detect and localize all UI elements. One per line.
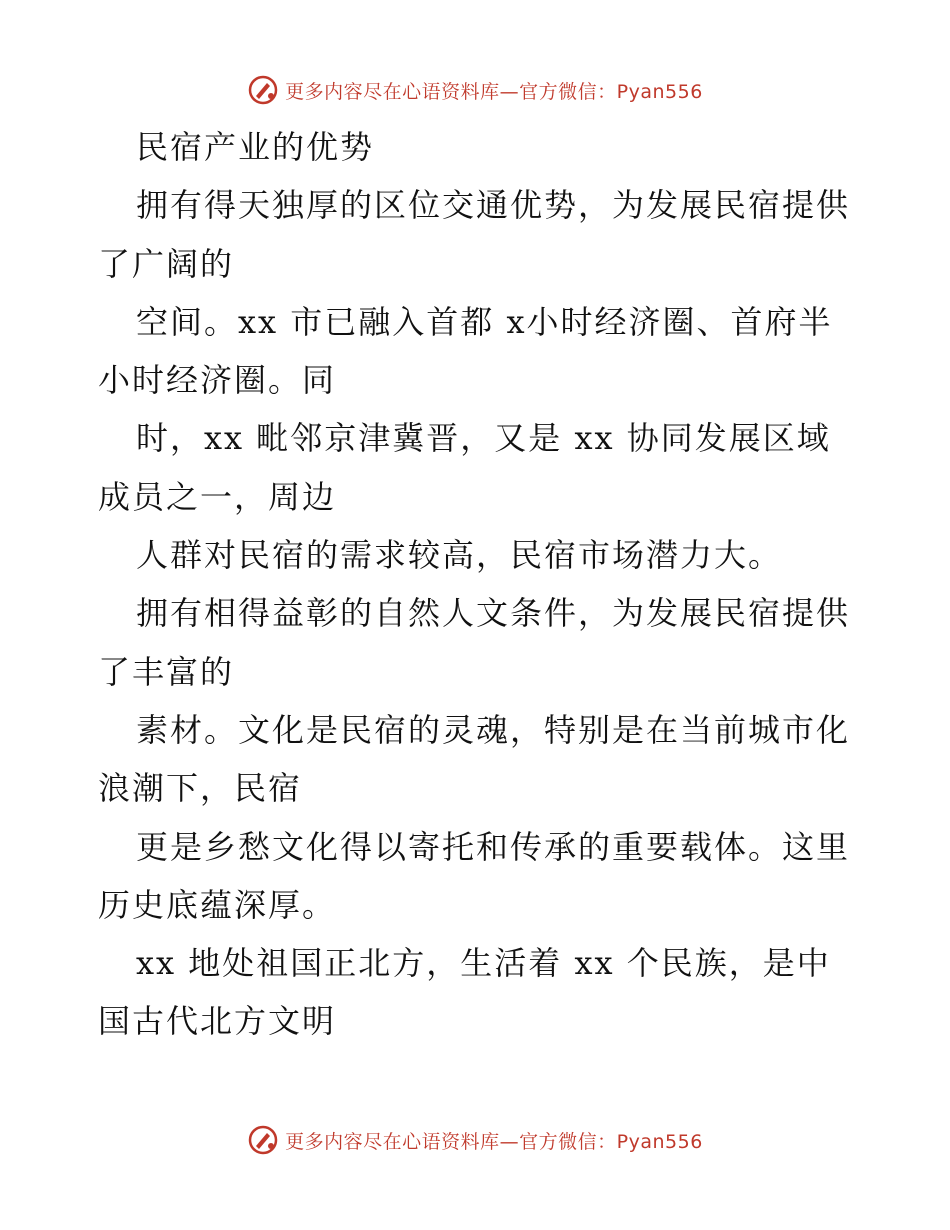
pen-seal-logo-icon (247, 74, 279, 106)
footer-banner-text: 更多内容尽在心语资料库—官方微信：Pyan556 (285, 1130, 703, 1153)
section-heading: 民宿产业的优势 (136, 128, 375, 166)
paragraph-line: 历史底蕴深厚。 (98, 885, 337, 924)
paragraph-line: 时，xx 毗邻京津冀晋，又是 xx 协同发展区域 (136, 419, 831, 458)
paragraph-line: 更是乡愁文化得以寄托和传承的重要载体。这里 (136, 827, 851, 866)
paragraph-line: 素材。文化是民宿的灵魂，特别是在当前城市化 (136, 710, 851, 749)
header-banner-text: 更多内容尽在心语资料库—官方微信：Pyan556 (285, 80, 703, 103)
paragraph-line: 了丰富的 (98, 652, 235, 691)
paragraph-line: 小时经济圈。同 (98, 361, 337, 400)
paragraph-line: 拥有相得益彰的自然人文条件，为发展民宿提供 (136, 594, 851, 633)
paragraph-line: xx 地处祖国正北方，生活着 xx 个民族，是中 (136, 944, 831, 983)
document-body (98, 118, 858, 1051)
pen-seal-logo-icon (247, 1124, 279, 1156)
paragraph-line: 拥有得天独厚的区位交通优势，为发展民宿提供 (136, 186, 851, 225)
paragraph-line: 成员之一，周边 (98, 477, 337, 516)
header-banner (0, 70, 950, 110)
paragraph-line: 空间。xx 市已融入首都 x小时经济圈、首府半 (136, 302, 833, 341)
paragraph-line: 国古代北方文明 (98, 1002, 337, 1041)
footer-banner (0, 1120, 950, 1160)
paragraph-line: 浪潮下，民宿 (98, 769, 303, 808)
paragraph-line: 了广阔的 (98, 244, 235, 283)
paragraph-line: 人群对民宿的需求较高，民宿市场潜力大。 (136, 536, 783, 575)
